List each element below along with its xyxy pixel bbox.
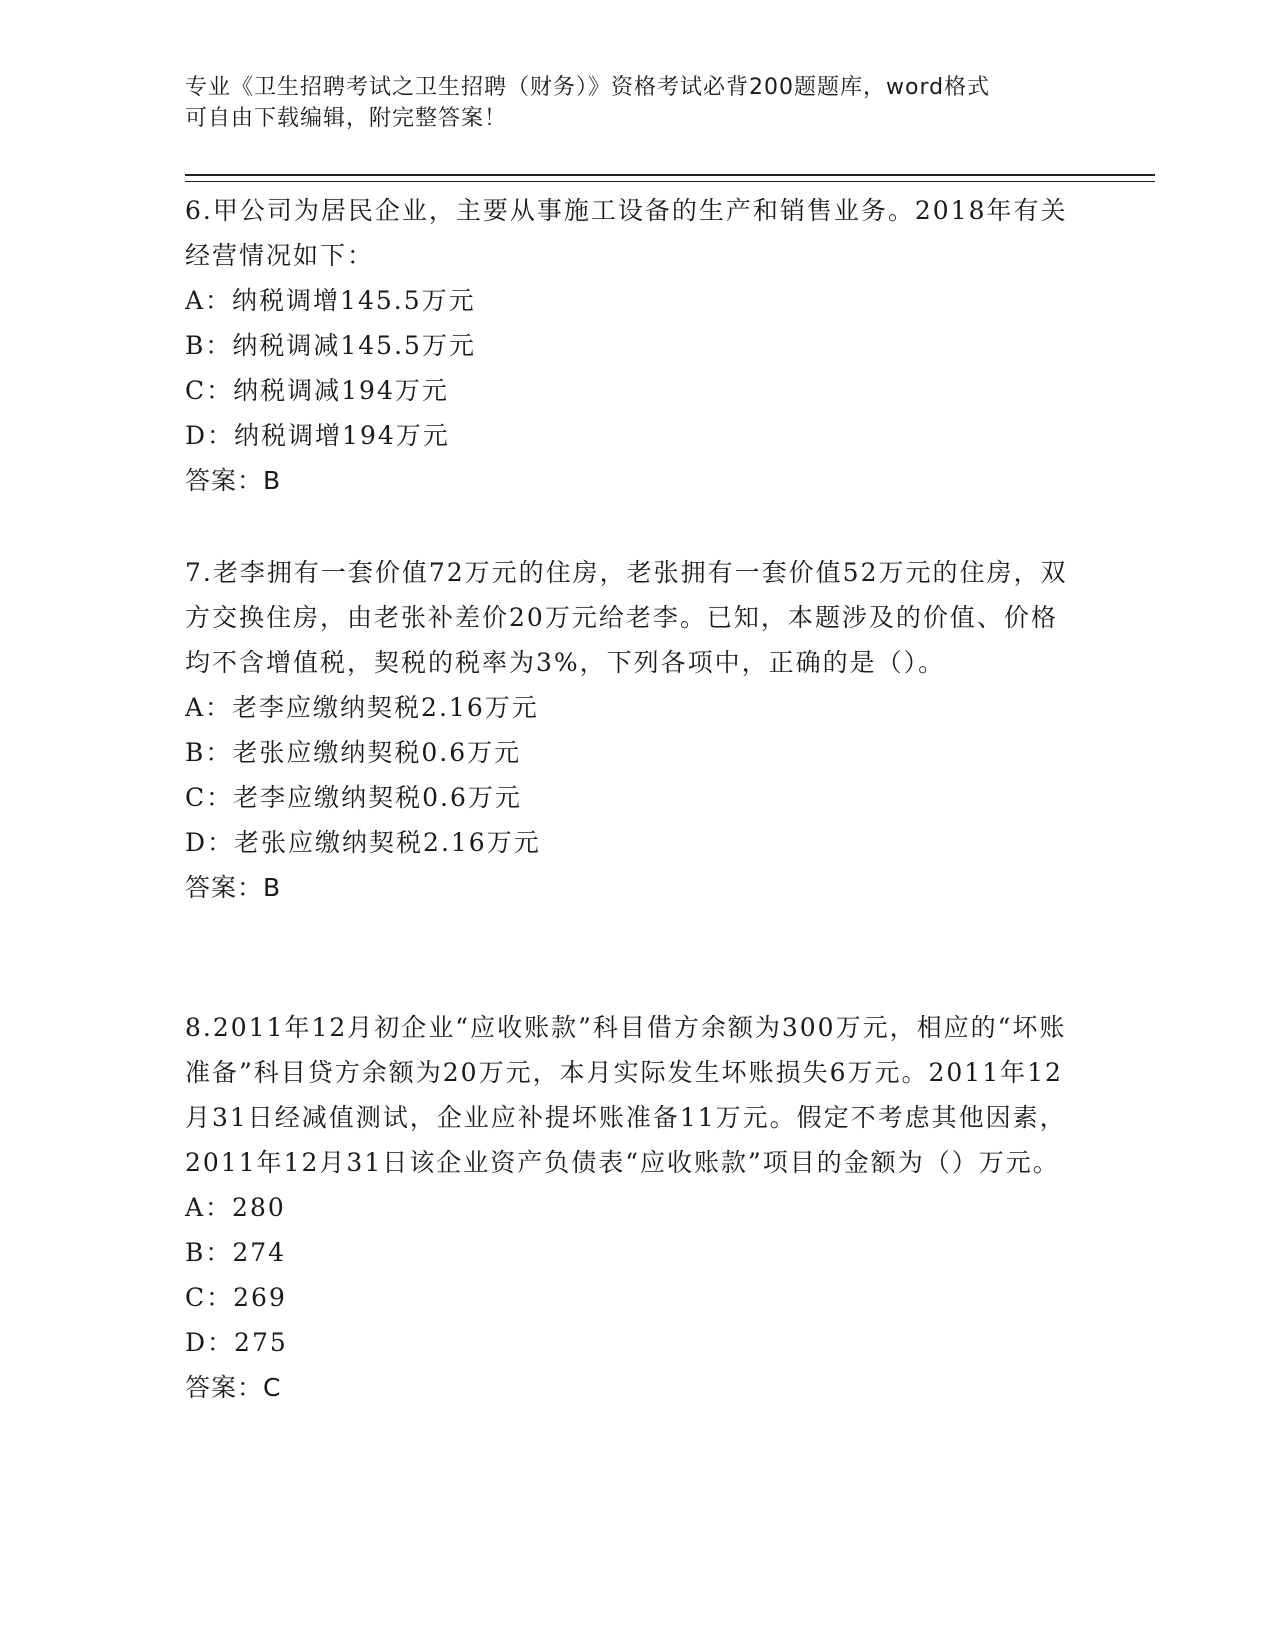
option-c: C：纳税调减194万元 [185, 376, 449, 405]
option-b: B：274 [185, 1238, 287, 1267]
option-d: D：275 [185, 1328, 288, 1357]
question-text: 8.2011年12月初企业“应收账款”科目借方余额为300万元，相应的“坏账准备”科目贷方余额为20万元，本月实际发生坏账损失6万元。2011年12月31日经减值测试，企业应补提坏账准备11万元。假定不考虑其他因素，2011年12月31日该企业资产负债表“应收账款”项目的金额为（）万元。 [185, 1013, 1067, 1177]
option-a: A：老李应缴纳契税2.16万元 [185, 693, 539, 722]
question-6 [185, 188, 1075, 503]
option-d: D：纳税调增194万元 [185, 421, 450, 450]
option-a: A：纳税调增145.5万元 [185, 286, 476, 315]
header-line-2: 可自由下载编辑，附完整答案！ [185, 106, 508, 131]
option-c: C：269 [185, 1283, 287, 1312]
header-divider-thick [185, 174, 1155, 176]
question-text: 6.甲公司为居民企业，主要从事施工设备的生产和销售业务。2018年有关经营情况如下： [185, 196, 1068, 270]
option-d: D：老张应缴纳契税2.16万元 [185, 828, 541, 857]
option-a: A：280 [185, 1193, 286, 1222]
answer-line: 答案：C [185, 1373, 282, 1402]
page-header [185, 72, 1075, 134]
option-b: B：老张应缴纳契税0.6万元 [185, 738, 522, 767]
header-divider-thin [185, 181, 1155, 182]
option-c: C：老李应缴纳契税0.6万元 [185, 783, 522, 812]
question-7 [185, 550, 1075, 910]
option-b: B：纳税调减145.5万元 [185, 331, 476, 360]
answer-line: 答案：B [185, 466, 282, 495]
answer-line: 答案：B [185, 873, 282, 902]
question-text: 7.老李拥有一套价值72万元的住房，老张拥有一套价值52万元的住房，双方交换住房，由老张补差价20万元给老李。已知，本题涉及的价值、价格均不含增值税，契税的税率为3%，下列各项中，正确的是（）。 [185, 558, 1068, 677]
question-8 [185, 1005, 1075, 1410]
header-line-1: 专业《卫生招聘考试之卫生招聘（财务）》资格考试必背200题题库，word格式 [185, 75, 991, 100]
